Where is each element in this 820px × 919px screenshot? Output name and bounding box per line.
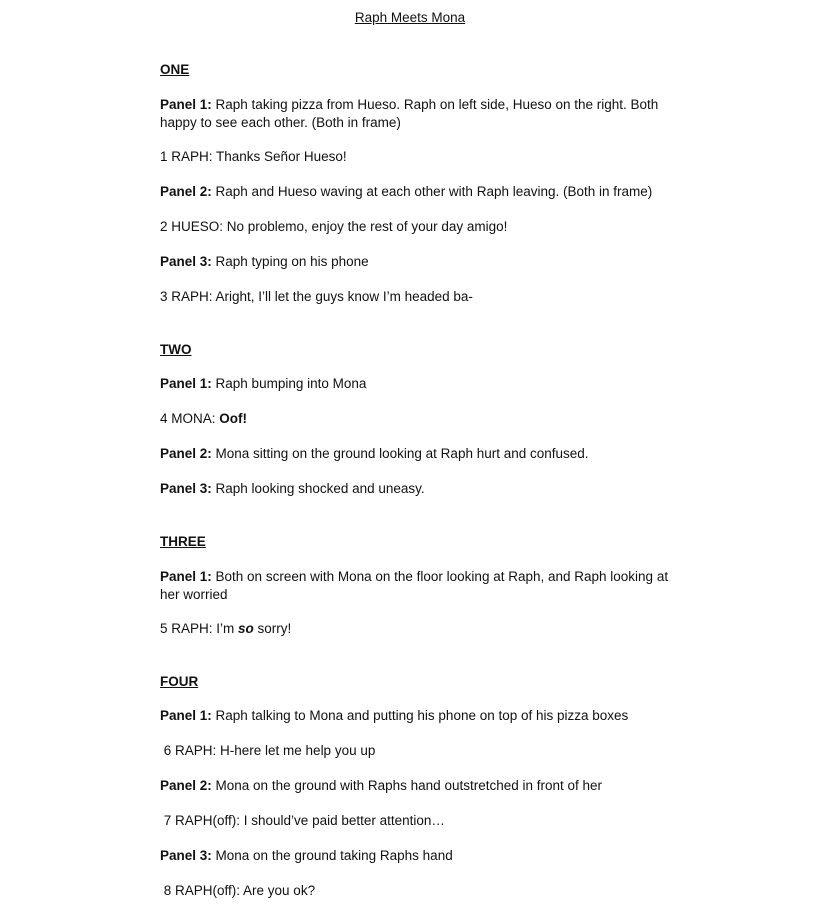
panel-label: Panel 2: [160, 778, 212, 793]
page-heading-four: FOUR [160, 674, 199, 689]
dialogue-prefix: 4 MONA: [160, 411, 220, 426]
page-heading-one: ONE [160, 62, 190, 77]
dialogue-line: 7 RAPH(off): I should’ve paid better attention… [160, 813, 445, 828]
panel-label: Panel 1: [160, 97, 212, 112]
panel-label: Panel 3: [160, 481, 212, 496]
panel-text: Mona on the ground taking Raphs hand [211, 848, 453, 863]
document-title: Raph Meets Mona [354, 10, 466, 25]
panel-description [160, 96, 670, 132]
dialogue-line [160, 410, 670, 428]
panel-label: Panel 1: [160, 569, 212, 584]
panel-label: Panel 2: [160, 446, 212, 461]
panel-label: Panel 3: [160, 254, 212, 269]
panel-description [160, 253, 670, 271]
panel-text: Raph bumping into Mona [211, 376, 367, 391]
panel-description [160, 375, 670, 393]
dialogue-line: 3 RAPH: Aright, I’ll let the guys know I’m headed ba- [160, 289, 473, 304]
dialogue-suffix: sorry! [253, 621, 292, 636]
dialogue-prefix: 5 RAPH: I’m [160, 621, 239, 636]
page-heading-two: TWO [160, 342, 192, 357]
dialogue-emphasis: so [238, 621, 254, 636]
dialogue-line: 2 HUESO: No problemo, enjoy the rest of your day amigo! [160, 219, 508, 234]
panel-description [160, 847, 670, 865]
panel-text: Both on screen with Mona on the floor looking at Raph, and Raph looking at her worried [160, 569, 669, 602]
panel-description [160, 707, 670, 725]
dialogue-line: 8 RAPH(off): Are you ok? [160, 883, 316, 898]
panel-text: Raph taking pizza from Hueso. Raph on left side, Hueso on the right. Both happy to see each other. (Both in frame) [160, 97, 659, 130]
dialogue-line: 1 RAPH: Thanks Señor Hueso! [160, 149, 347, 164]
panel-description [160, 445, 670, 463]
panel-text: Raph typing on his phone [211, 254, 369, 269]
panel-description [160, 183, 670, 201]
panel-description [160, 777, 670, 795]
page-heading-three: THREE [160, 534, 206, 549]
panel-description [160, 480, 670, 498]
panel-text: Mona sitting on the ground looking at Raph hurt and confused. [211, 446, 589, 461]
panel-label: Panel 3: [160, 848, 212, 863]
panel-text: Raph talking to Mona and putting his phone on top of his pizza boxes [211, 708, 629, 723]
panel-label: Panel 1: [160, 376, 212, 391]
panel-text: Raph looking shocked and uneasy. [211, 481, 425, 496]
dialogue-line: 6 RAPH: H-here let me help you up [160, 743, 376, 758]
panel-label: Panel 2: [160, 184, 212, 199]
panel-text: Raph and Hueso waving at each other with Raph leaving. (Both in frame) [211, 184, 653, 199]
dialogue-line [160, 620, 670, 638]
panel-text: Mona on the ground with Raphs hand outstretched in front of her [211, 778, 603, 793]
panel-description [160, 568, 670, 604]
panel-label: Panel 1: [160, 708, 212, 723]
dialogue-bold: Oof! [219, 411, 248, 426]
